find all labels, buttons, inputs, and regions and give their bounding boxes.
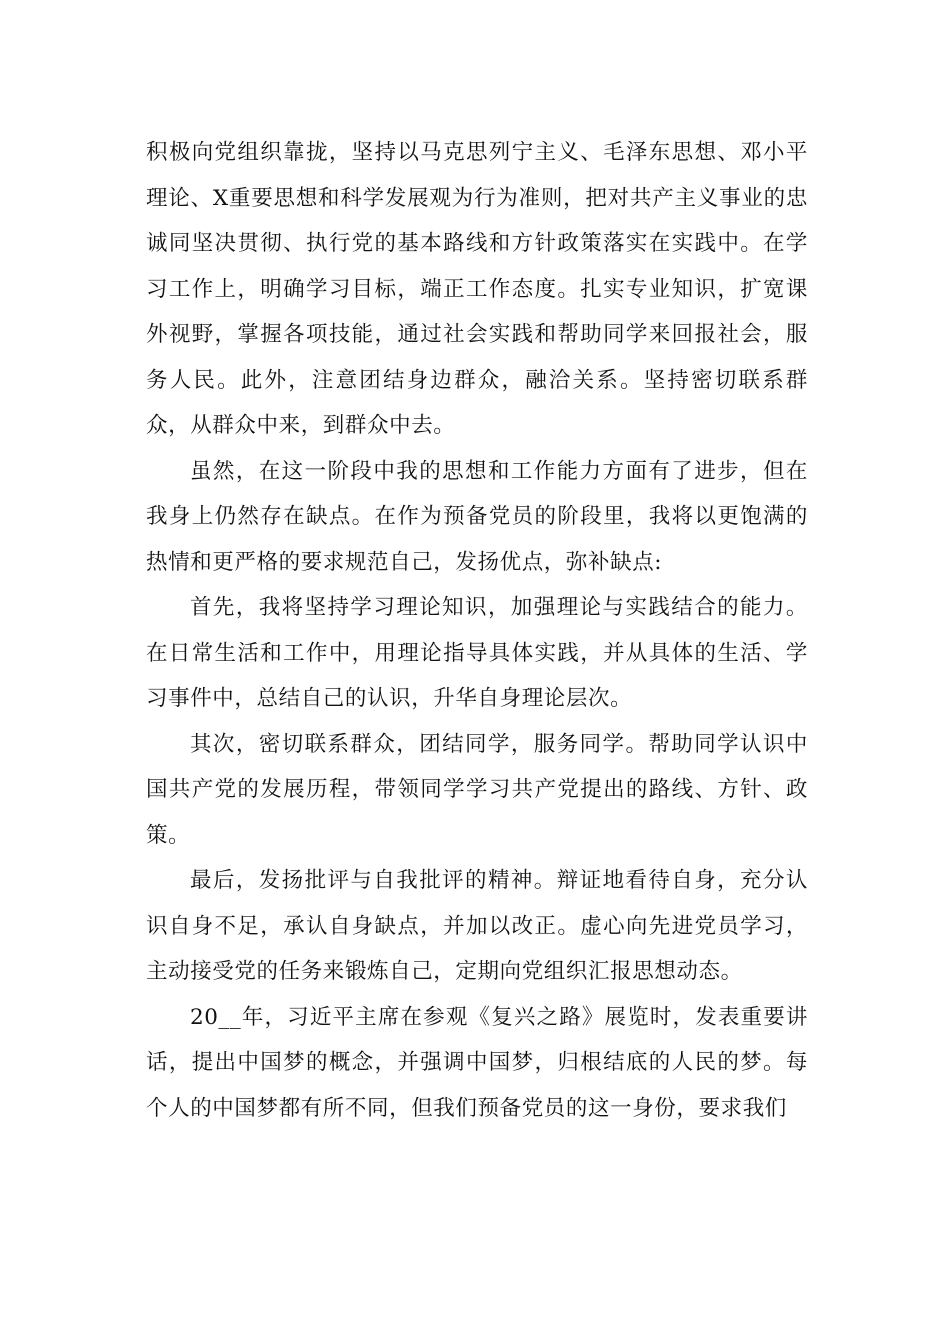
document-body xyxy=(146,130,808,1131)
paragraph-continuation: 积极向党组织靠拢，坚持以马克思列宁主义、毛泽东思想、邓小平理论、X重要思想和科学发展观为行为准则，把对共产主义事业的忠诚同坚决贯彻、执行党的基本路线和方针政策落实在实践中。在学习工作上，明确学习目标，端正工作态度。扎实专业知识，扩宽课外视野，掌握各项技能，通过社会实践和帮助同学来回报社会，服务人民。此外，注意团结身边群众，融洽关系。坚持密切联系群众，从群众中来，到群众中去。 xyxy=(146,140,808,438)
paragraph-shortcomings: 虽然，在这一阶段中我的思想和工作能力方面有了进步，但在我身上仍然存在缺点。在作为预备党员的阶段里，我将以更饱满的热情和更严格的要求规范自己，发扬优点，弥补缺点: xyxy=(146,458,808,575)
paragraph-chinese-dream: 20__年，习近平主席在参观《复兴之路》展览时，发表重要讲话，提出中国梦的概念，并强调中国梦，归根结底的人民的梦。每个人的中国梦都有所不同，但我们预备党员的这一身份，要求我们 xyxy=(146,1004,808,1121)
paragraph-last: 最后，发扬批评与自我批评的精神。辩证地看待自身，充分认识自身不足，承认自身缺点，并加以改正。虚心向先进党员学习，主动接受党的任务来锻炼自己，定期向党组织汇报思想动态。 xyxy=(146,868,808,984)
paragraph-first: 首先，我将坚持学习理论知识，加强理论与实践结合的能力。在日常生活和工作中，用理论指导具体实践，并从具体的生活、学习事件中，总结自己的认识，升华自身理论层次。 xyxy=(146,595,808,711)
paragraph-second: 其次，密切联系群众，团结同学，服务同学。帮助同学认识中国共产党的发展历程，带领同学学习共产党提出的路线、方针、政策。 xyxy=(146,731,808,848)
